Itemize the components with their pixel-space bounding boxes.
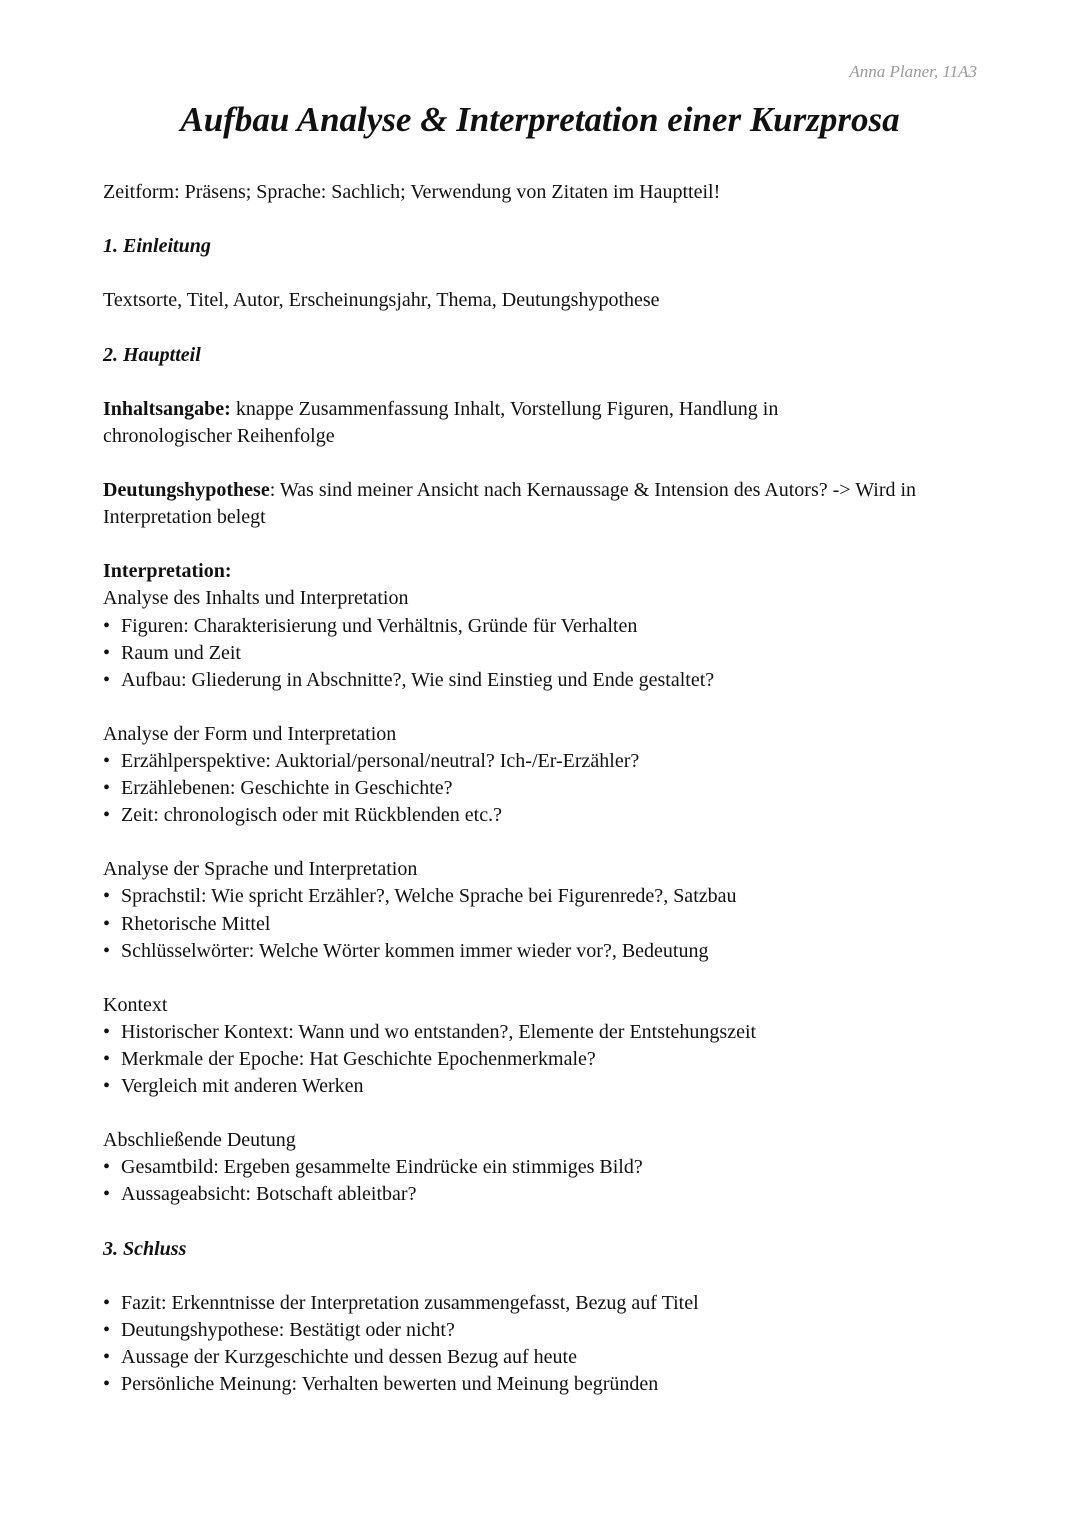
einleitung-text: Textsorte, Titel, Autor, Erscheinungsjahr, Thema, Deutungshypothese <box>103 289 660 312</box>
inhaltsangabe-text: knappe Zusammenfassung Inhalt, Vorstellung Figuren, Handlung in chronologischer Reihenfolge <box>103 397 779 447</box>
bullet-list <box>103 883 983 964</box>
list-item: • Fazit: Erkenntnisse der Interpretation zusammengefasst, Bezug auf Titel <box>103 1290 983 1317</box>
list-item: • Erzählebenen: Geschichte in Geschichte? <box>103 775 983 802</box>
group-title: Kontext <box>103 993 168 1016</box>
deutungshypothese-text: : Was sind meiner Ansicht nach Kernaussage & Intension des Autors? -> Wird in Interpretation belegt <box>103 479 917 529</box>
list-item: • Schlüsselwörter: Welche Wörter kommen immer wieder vor?, Bedeutung <box>103 938 983 965</box>
list-item: • Gesamtbild: Ergeben gesammelte Eindrücke ein stimmiges Bild? <box>103 1154 983 1181</box>
bullet-list <box>103 613 983 694</box>
list-item: • Historischer Kontext: Wann und wo entstanden?, Elemente der Entstehungszeit <box>103 1019 983 1046</box>
page-title: Aufbau Analyse & Interpretation einer Kurzprosa <box>180 100 900 139</box>
group-title: Analyse der Sprache und Interpretation <box>103 858 418 881</box>
list-item: • Raum und Zeit <box>103 640 983 667</box>
interpretation-groups <box>103 585 983 1235</box>
deutungshypothese-label: Deutungshypothese <box>103 479 270 502</box>
list-item: • Figuren: Charakterisierung und Verhältnis, Gründe für Verhalten <box>103 613 983 640</box>
section-heading-hauptteil: 2. Hauptteil <box>103 343 201 366</box>
bullet-list <box>103 748 983 829</box>
inhaltsangabe-label: Inhaltsangabe: <box>103 397 231 420</box>
list-item: • Vergleich mit anderen Werken <box>103 1073 983 1100</box>
list-item: • Sprachstil: Wie spricht Erzähler?, Welche Sprache bei Figurenrede?, Satzbau <box>103 883 983 910</box>
section-heading-schluss: 3. Schluss <box>103 1237 187 1260</box>
inhaltsangabe-paragraph <box>103 396 863 450</box>
interpretation-label: Interpretation: <box>103 560 232 583</box>
schluss-list <box>103 1290 983 1398</box>
intro-text: Zeitform: Präsens; Sprache: Sachlich; Verwendung von Zitaten im Hauptteil! <box>103 181 721 203</box>
bullet-list <box>103 1154 983 1208</box>
author-label: Anna Planer, 11A3 <box>849 62 977 81</box>
list-item: • Aussageabsicht: Botschaft ableitbar? <box>103 1181 983 1208</box>
deutungshypothese-paragraph <box>103 477 983 531</box>
bullet-list <box>103 1019 983 1100</box>
document-body <box>103 179 983 1398</box>
list-item: • Aussage der Kurzgeschichte und dessen Bezug auf heute <box>103 1344 983 1371</box>
group-title: Analyse des Inhalts und Interpretation <box>103 587 409 610</box>
list-item: • Erzählperspektive: Auktorial/personal/neutral? Ich-/Er-Erzähler? <box>103 748 983 775</box>
list-item: • Aufbau: Gliederung in Abschnitte?, Wie sind Einstieg und Ende gestaltet? <box>103 667 983 694</box>
list-item: • Persönliche Meinung: Verhalten bewerten und Meinung begründen <box>103 1371 983 1398</box>
list-item: • Deutungshypothese: Bestätigt oder nicht? <box>103 1317 983 1344</box>
list-item: • Rhetorische Mittel <box>103 911 983 938</box>
section-heading-einleitung: 1. Einleitung <box>103 235 211 258</box>
group-title: Abschließende Deutung <box>103 1129 296 1152</box>
group-title: Analyse der Form und Interpretation <box>103 722 397 745</box>
list-item: • Merkmale der Epoche: Hat Geschichte Epochenmerkmale? <box>103 1046 983 1073</box>
list-item: • Zeit: chronologisch oder mit Rückblenden etc.? <box>103 802 983 829</box>
